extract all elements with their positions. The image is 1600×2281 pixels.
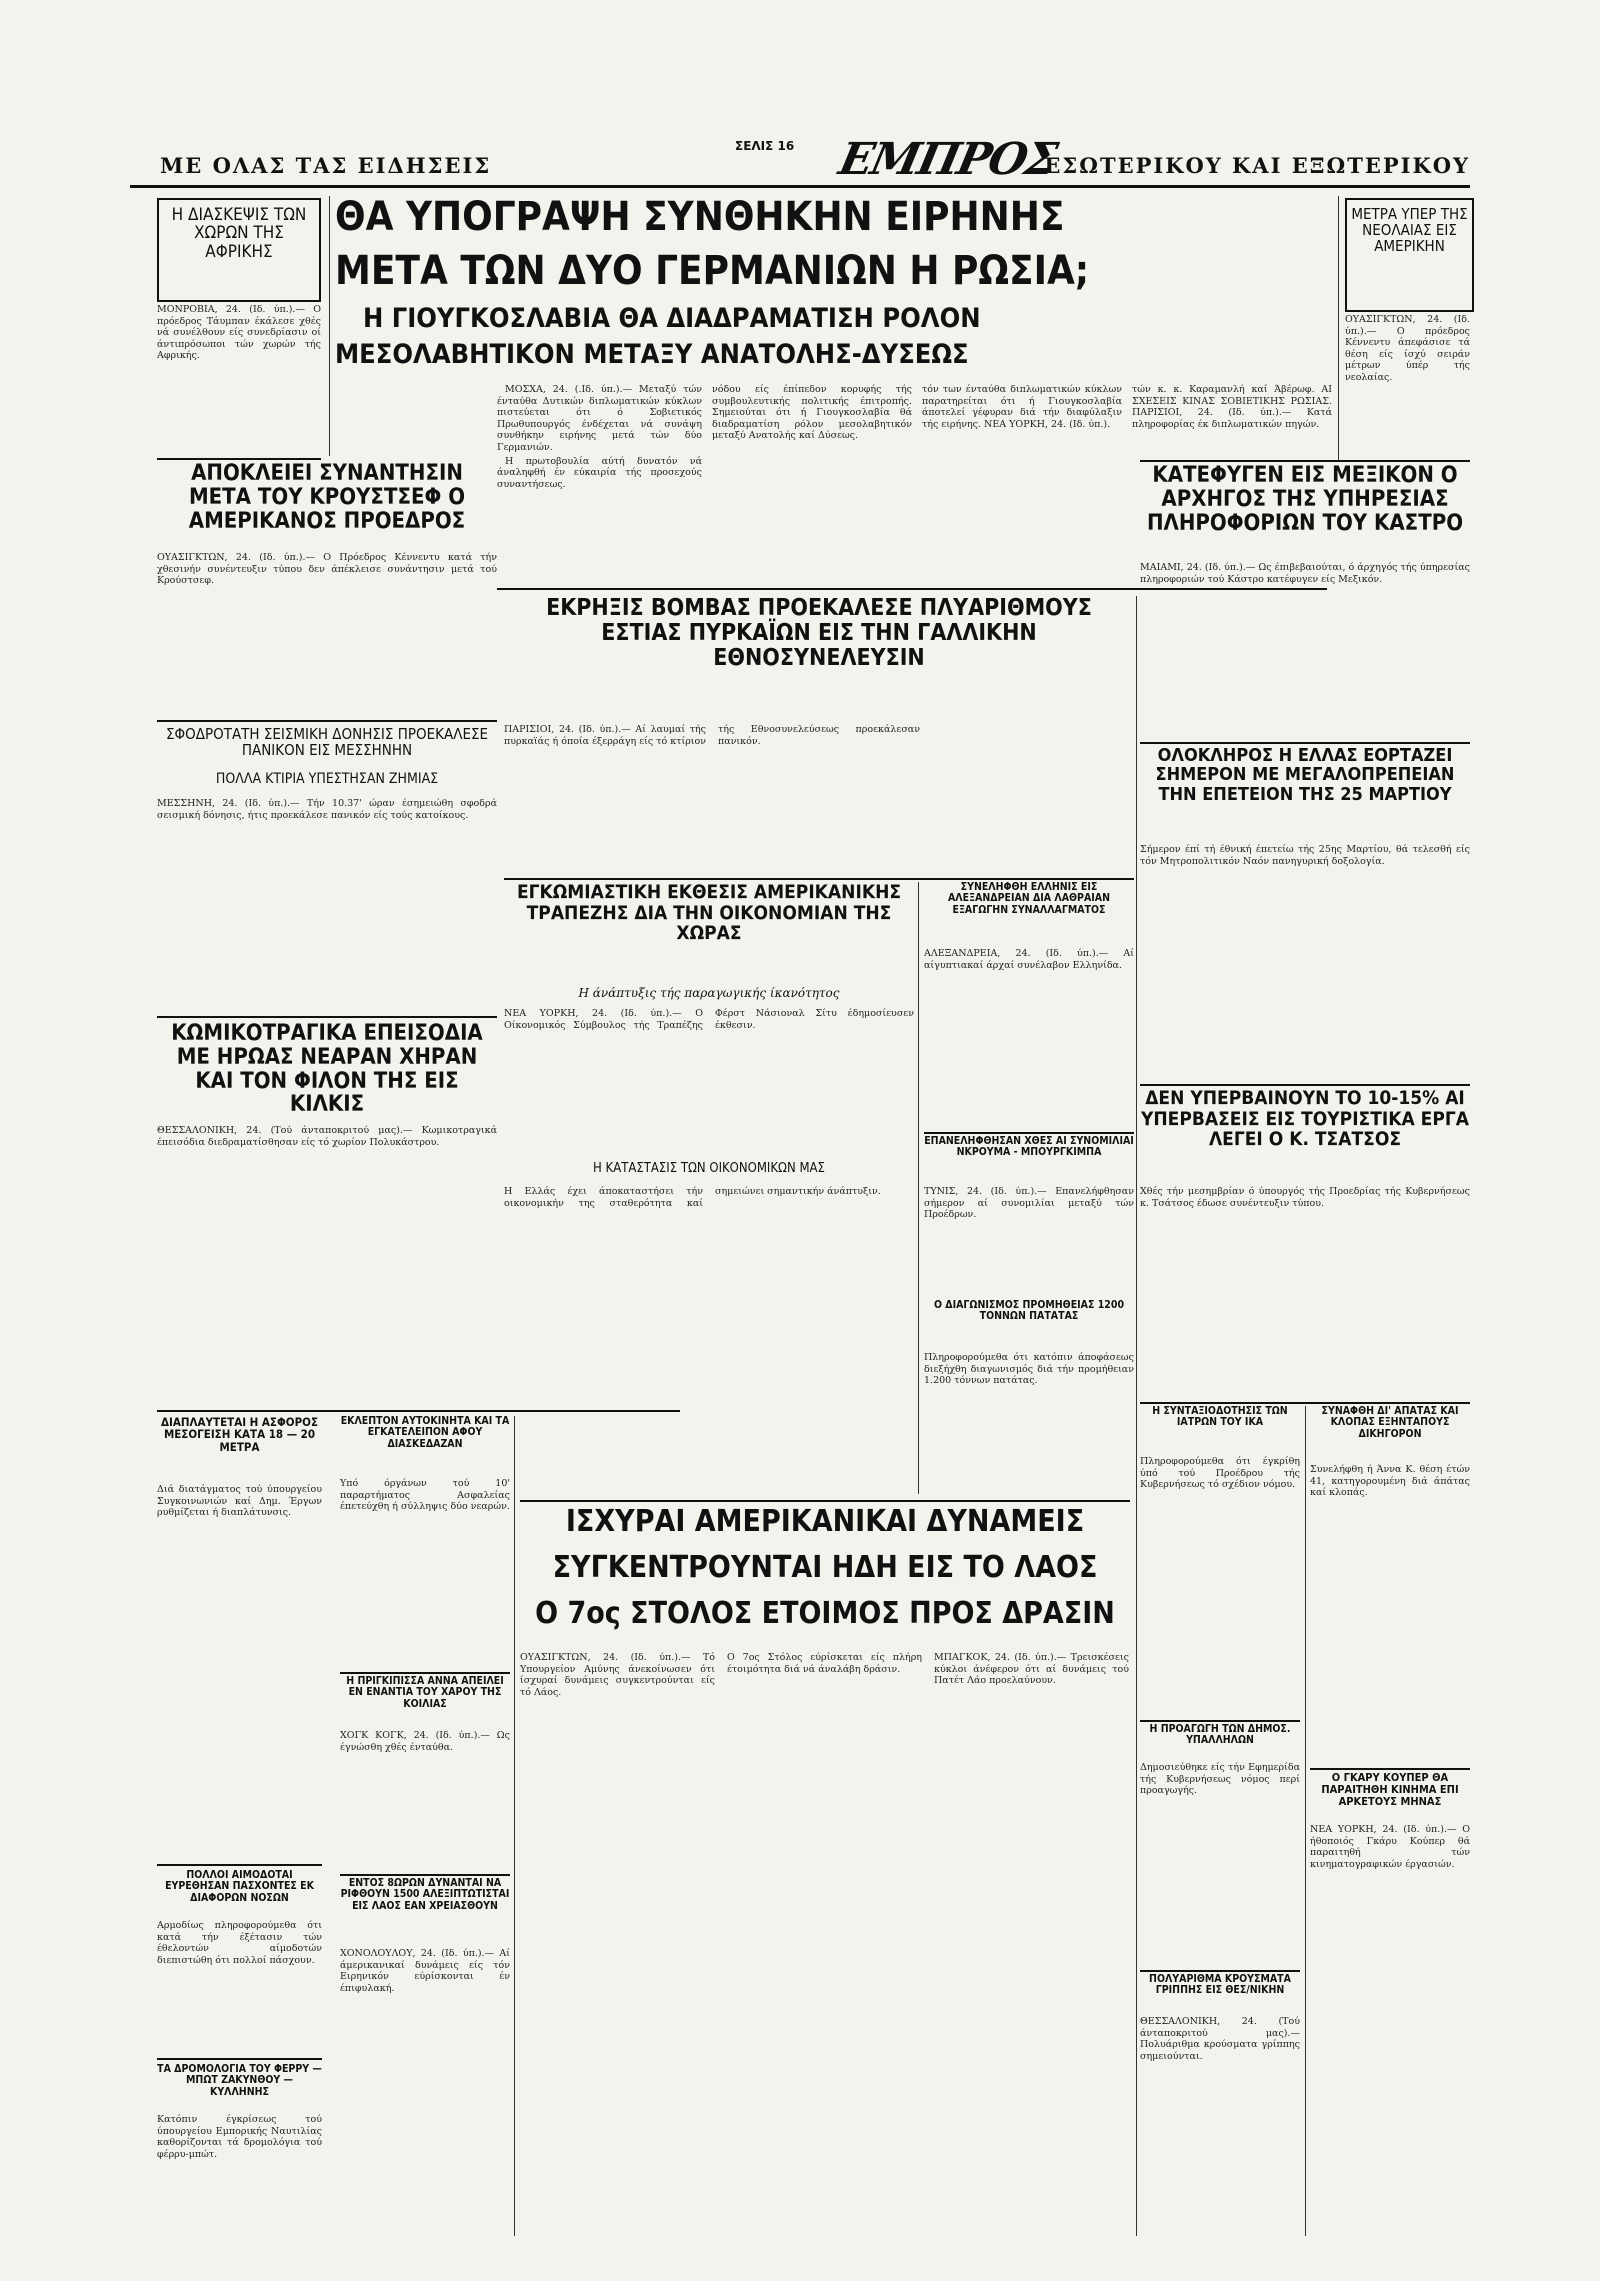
right-headline-2: ΟΛΟΚΛΗΡΟΣ Η ΕΛΛΑΣ ΕΟΡΤΑΖΕΙ ΣΗΜΕΡΟΝ ΜΕ ΜΕΓΑΛΟΠΡΕΠΕΙΑΝ ΤΗΝ ΕΠΕΤΕΙΟΝ ΤΗΣ 25 ΜΑΡΤΙΟΥ	[1155, 746, 1455, 805]
divider	[157, 458, 321, 460]
right-headline-7: ΠΟΛΥΑΡΙΘΜΑ ΚΡΟΥΣΜΑΤΑ ΓΡΙΠΠΗΣ ΕΙΣ ΘΕΣ/ΝΙΚΗΝ	[1149, 1974, 1291, 1997]
center-article-8: ΧΟΝΟΛΟΥΛΟΥ, 24. (Ιδ. ύπ.).— Αί άμερικανικαί δυνάμεις είς τόν Ειρηνικόν εύρίσκονται έν έπιφυλακή.	[340, 1948, 510, 1994]
center-article-3: ΑΛΕΞΑΝΔΡΕΙΑ, 24. (Ιδ. ύπ.).— Αί αίγυπτιακαί άρχαί συνέλαβον Ελληνίδα.	[924, 948, 1134, 971]
left-article-6: Κατόπιν έγκρίσεως τού ύπουργείου Εμπορικής Ναυτιλίας καθορίζονται τά δρομολόγια τού φέρρυ-μπώτ.	[157, 2114, 322, 2160]
main-subhead-1: Η ΓΙΟΥΓΚΟΣΛΑΒΙΑ ΘΑ ΔΙΑΔΡΑΜΑΤΙΣΗ ΡΟΛΟΝ	[363, 304, 981, 334]
center-article-4: ΤΥΝΙΣ, 24. (Ιδ. ύπ.).— Επανελήφθησαν σήμερον αί συνομιλίαι μεταξύ τών Προέδρων.	[924, 1186, 1134, 1221]
divider	[1140, 1970, 1300, 1972]
main-headline-line-2: ΜΕΤΑ ΤΩΝ ΔΥΟ ΓΕΡΜΑΝΙΩΝ Η ΡΩΣΙΑ;	[335, 250, 1090, 294]
center-headline-1: ΕΚΡΗΞΙΣ ΒΟΜΒΑΣ ΠΡΟΕΚΑΛΕΣΕ ΠΛΥΑΡΙΘΜΟΥΣ ΕΣΤΙΑΣ ΠΥΡΚΑΪΩΝ ΕΙΣ ΤΗΝ ΓΑΛΛΙΚΗΝ ΕΘΝΟΣΥΝΕΛΕΥΣΙΝ	[546, 596, 1092, 671]
divider	[1140, 742, 1470, 744]
right-article-1: ΜΑΙΑΜΙ, 24. (Ιδ. ύπ.).— Ως έπιβεβαιούται, ό άρχηγός τής ύπηρεσίας πληροφοριών τού Κάστρο κατέφυγεν είς Μεξικόν.	[1140, 562, 1470, 585]
right-headline-4: Η ΣΥΝΤΑΞΙΟΔΟΤΗΣΙΣ ΤΩΝ ΙΑΤΡΩΝ ΤΟΥ ΙΚΑ	[1152, 1406, 1288, 1429]
center-article-7: ΧΟΓΚ ΚΟΓΚ, 24. (Ιδ. ύπ.).— Ως έγνώσθη χθές ένταύθα.	[340, 1730, 510, 1753]
right-box-body: ΟΥΑΣΙΓΚΤΩΝ, 24. (Ιδ. ύπ.).— Ο πρόεδρος Κέννεντυ άπεφάσισε τά θέση είς ίσχύ σειράν μέτρων ύπέρ τής νεολαίας.	[1345, 314, 1470, 383]
page-number: ΣΕΛΙΣ 16	[735, 139, 795, 153]
divider	[340, 1874, 510, 1876]
main-article-col-2: νόδου είς έπίπεδον κορυφής τής συμβουλευτικής πολιτικής έπιτροπής. Σημειούται ότι ή Γιουγκοσλαβία θά διαδραματίση ρόλον μεσολαβητικόν μεταξύ Ανατολής καί Δύσεως.	[712, 384, 912, 442]
center-article-1: ΠΑΡΙΣΙΟΙ, 24. (Ιδ. ύπ.).— Αί λαυμαί τής πυρκαϊάς ή όποία έξερράγη είς τό κτίριον τής Εθνοσυνελεύσεως προεκάλεσαν πανικόν.	[504, 724, 920, 747]
left-headline-2: ΣΦΟΔΡΟΤΑΤΗ ΣΕΙΣΜΙΚΗ ΔΟΝΗΣΙΣ ΠΡΟΕΚΑΛΕΣΕ ΠΑΝΙΚΟΝ ΕΙΣ ΜΕΣΣΗΝΗΝ	[165, 726, 489, 760]
column-separator	[1338, 196, 1339, 460]
column-separator	[329, 196, 330, 456]
divider	[520, 1500, 1130, 1502]
center-headline-5: Ο ΔΙΑΓΩΝΙΣΜΟΣ ΠΡΟΜΗΘΕΙΑΣ 1200 ΤΟΝΝΩΝ ΠΑΤΑΤΑΣ	[933, 1300, 1125, 1323]
bottom-headline-1: ΙΣΧΥΡΑΙ ΑΜΕΡΙΚΑΝΙΚΑΙ ΔΥΝΑΜΕΙΣ	[565, 1506, 1085, 1539]
right-article-5: Συνελήφθη ή Άννα Κ. θέση έτών 41, κατηγορουμένη διά άπάτας καί κλοπάς.	[1310, 1464, 1470, 1499]
divider	[1310, 1768, 1470, 1770]
column-separator	[1136, 596, 1137, 2236]
left-article-4: Διά διατάγματος τού ύπουργείου Συγκοινωνιών καί Δημ. Έργων ρυθμίζεται ή διαπλάτυνσις.	[157, 1484, 322, 1519]
bottom-article-col-2: Ο 7ος Στόλος εύρίσκεται είς πλήρη έτοιμότητα διά νά άναλάβη δράσιν.	[727, 1652, 922, 1675]
right-article-8: ΝΕΑ ΥΟΡΚΗ, 24. (Ιδ. ύπ.).— Ο ήθοποιός Γκάρυ Κούπερ θά παραιτηθή τών κινηματογραφικών έργασιών.	[1310, 1824, 1470, 1870]
divider	[924, 1132, 1134, 1134]
masthead-rule	[130, 185, 1470, 188]
main-article-para-1: ΜΟΣΧΑ, 24. (.Ιδ. ύπ.).— Μεταξύ τών ένταύθα Δυτικών διπλωματικών κύκλων πιστεύεται ότι ό Σοβιετικός Πρωθυπουργός ένδέχεται νά συνάψη συνθήκην ειρήνης μετά τών δύο Γερμανιών.	[497, 384, 702, 453]
left-article-1: ΟΥΑΣΙΓΚΤΩΝ, 24. (Ιδ. ύπ.).— Ο Πρόεδρος Κέννεντυ κατά τήν χθεσινήν συνέντευξιν τύπου δεν άπέκλεισε συνάντησιν μετά τού Κρούστσεφ.	[157, 552, 497, 587]
right-article-4: Πληροφορούμεθα ότι έγκρίθη ύπό τού Προέδρου τής Κυβερνήσεως τό σχέδιον νόμου.	[1140, 1456, 1300, 1491]
divider	[157, 1016, 497, 1018]
bottom-article-col-1: ΟΥΑΣΙΓΚΤΩΝ, 24. (Ιδ. ύπ.).— Τό Υπουργείον Αμύνης άνεκοίνωσεν ότι ίσχυραί δυνάμεις συγκεντρούνται είς τό Λάος.	[520, 1652, 715, 1698]
main-article-col-4: τών κ. κ. Καραμανλή καί Άβέρωφ. ΑΙ ΣΧΕΣΕΙΣ ΚΙΝΑΣ ΣΟΒΙΕΤΙΚΗΣ ΡΩΣΙΑΣ. ΠΑΡΙΣΙΟΙ, 24. (Ιδ. ύπ.).— Κατά πληροφορίας έκ διπλωματικών πηγών.	[1132, 384, 1332, 430]
column-separator	[1305, 1406, 1306, 2236]
center-headline-2: ΕΓΚΩΜΙΑΣΤΙΚΗ ΕΚΘΕΣΙΣ ΑΜΕΡΙΚΑΝΙΚΗΣ ΤΡΑΠΕΖΗΣ ΔΙΑ ΤΗΝ ΟΙΚΟΝΟΜΙΑΝ ΤΗΣ ΧΩΡΑΣ	[516, 882, 902, 945]
divider	[157, 1864, 322, 1866]
left-subhead-2: ΠΟΛΛΑ ΚΤΙΡΙΑ ΥΠΕΣΤΗΣΑΝ ΖΗΜΙΑΣ	[215, 772, 439, 787]
main-headline-line-1: ΘΑ ΥΠΟΓΡΑΨΗ ΣΥΝΘΗΚΗΝ ΕΙΡΗΝΗΣ	[335, 196, 1065, 240]
newspaper-logo: ΕΜΠΡΟΣ	[834, 134, 1060, 185]
center-article-5: Πληροφορούμεθα ότι κατόπιν άποφάσεως διεξήχθη διαγωνισμός διά τήν προμήθειαν 1.200 τόννων πατάτας.	[924, 1352, 1134, 1387]
divider	[157, 720, 497, 722]
center-article-2: ΝΕΑ ΥΟΡΚΗ, 24. (Ιδ. ύπ.).— Ο Οίκονομικός Σύμβουλος τής Τραπέζης Φέρστ Νάσιοναλ Σίτυ έδημοσίευσεν έκθεσιν.	[504, 1008, 914, 1031]
right-headline-8: Ο ΓΚΑΡΥ ΚΟΥΠΕΡ ΘΑ ΠΑΡΑΙΤΗΘΗ ΚΙΝΗΜΑ ΕΠΙ ΑΡΚΕΤΟΥΣ ΜΗΝΑΣ	[1321, 1772, 1459, 1808]
left-headline-3: ΚΩΜΙΚΟΤΡΑΓΙΚΑ ΕΠΕΙΣΟΔΙΑ ΜΕ ΗΡΩΑΣ ΝΕΑΡΑΝ ΧΗΡΑΝ ΚΑΙ ΤΟΝ ΦΙΛΟΝ ΤΗΣ ΕΙΣ ΚΙΛΚΙΣ	[171, 1022, 483, 1118]
left-headline-5: ΠΟΛΛΟΙ ΑΙΜΟΔΟΤΑΙ ΕΥΡΕΘΗΣΑΝ ΠΑΣΧΟΝΤΕΣ ΕΚ ΔΙΑΦΟΡΩΝ ΝΟΣΩΝ	[165, 1870, 314, 1904]
masthead	[130, 135, 1470, 187]
column-separator	[918, 882, 919, 1494]
divider	[340, 1672, 510, 1674]
center-article-2b: Η Ελλάς έχει άποκαταστήσει τήν οικονομικήν της σταθερότητα καί σημειώνει σημαντικήν άνάπτυξιν.	[504, 1186, 881, 1209]
right-article-7: ΘΕΣΣΑΛΟΝΙΚΗ, 24. (Τού άνταποκριτού μας).— Πολυάριθμα κρούσματα γρίππης σημειούνται.	[1140, 2016, 1300, 2062]
bottom-headline-2: ΣΥΓΚΕΝΤΡΟΥΝΤΑΙ ΗΔΗ ΕΙΣ ΤΟ ΛΑΟΣ	[552, 1552, 1098, 1585]
bottom-article-col-3: ΜΠΑΓΚΟΚ, 24. (Ιδ. ύπ.).— Τρεισκέσεις κύκλοι άνέφερον ότι αί δυνάμεις τού Πατέτ Λάο προελαύνουν.	[934, 1652, 1129, 1687]
divider	[1140, 1084, 1470, 1086]
left-article-5: Αρμοδίως πληροφορούμεθα ότι κατά τήν έξέτασιν τών έθελοντών αίμοδοτών διεπιστώθη ότι πολλοί πάσχουν.	[157, 1920, 322, 1966]
masthead-right-section: ΕΣΩΤΕΡΙΚΟΥ ΚΑΙ ΕΞΩΤΕΡΙΚΟΥ	[1044, 153, 1470, 178]
center-headline-8: ΕΝΤΟΣ 8ΩΡΩΝ ΔΥΝΑΝΤΑΙ ΝΑ ΡΙΦΘΟΥΝ 1500 ΑΛΕΞΙΠΤΩΤΙΣΤΑΙ ΕΙΣ ΛΑΟΣ ΕΑΝ ΧΡΕΙΑΣΘΟΥΝ	[340, 1878, 510, 1912]
divider	[1140, 1720, 1300, 1722]
left-headline-1: ΑΠΟΚΛΕΙΕΙ ΣΥΝΑΝΤΗΣΙΝ ΜΕΤΑ ΤΟΥ ΚΡΟΥΣΤΣΕΦ Ο ΑΜΕΡΙΚΑΝΟΣ ΠΡΟΕΔΡΟΣ	[188, 462, 466, 534]
divider	[1140, 1402, 1470, 1404]
left-box-body: ΜΟΝΡΟΒΙΑ, 24. (Ιδ. ύπ.).— Ο πρόεδρος Τάυμπαν έκάλεσε χθές νά συνέλθουν είς συνεδρίασιν οί άντιπρόσωποι τών χωρών τής Αφρικής.	[157, 304, 321, 362]
column-separator	[514, 1416, 515, 2236]
center-headline-4: ΕΠΑΝΕΛΗΦΘΗΣΑΝ ΧΘΕΣ ΑΙ ΣΥΝΟΜΙΛΙΑΙ ΝΚΡΟΥΜΑ - ΜΠΟΥΡΓΚΙΜΠΑ	[924, 1136, 1134, 1159]
right-headline-1: ΚΑΤΕΦΥΓΕΝ ΕΙΣ ΜΕΞΙΚΟΝ Ο ΑΡΧΗΓΟΣ ΤΗΣ ΥΠΗΡΕΣΙΑΣ ΠΛΗΡΟΦΟΡΙΩΝ ΤΟΥ ΚΑΣΤΡΟ	[1146, 464, 1464, 536]
right-box-title: ΜΕΤΡΑ ΥΠΕΡ ΤΗΣ ΝΕΟΛΑΙΑΣ ΕΙΣ ΑΜΕΡΙΚΗΝ	[1351, 205, 1468, 256]
divider	[1140, 460, 1470, 462]
left-article-2: ΜΕΣΣΗΝΗ, 24. (Ιδ. ύπ.).— Τήν 10.37' ώραν έσημειώθη σφοδρά σεισμική δόνησις, ήτις προεκάλεσε πανικόν είς τούς κατοίκους.	[157, 798, 497, 821]
main-article-para-2: Η πρωτοβουλία αύτή δυνατόν νά άναληφθή έν εύκαιρία τής προσεχούς συναντήσεως.	[497, 455, 702, 490]
center-article-6: Υπό όργάνων τού 10' παραρτήματος Ασφαλείας έπετεύχθη ή σύλληψις δύο νεαρών.	[340, 1478, 510, 1513]
right-article-2: Σήμερον έπί τή έθνική έπετείω τής 25ης Μαρτίου, θά τελεσθή είς τόν Μητροπολιτικόν Ναόν πανηγυρική δοξολογία.	[1140, 844, 1470, 867]
left-headline-4: ΔΙΑΠΛΑΥΤΕΤΑΙ Η ΑΣΦΟΡΟΣ ΜΕΣΟΓΕΙΣΗ ΚΑΤΑ 18 — 20 ΜΕΤΡΑ	[160, 1416, 319, 1454]
center-subhead-2b: Η ΚΑΤΑΣΤΑΣΙΣ ΤΩΝ ΟΙΚΟΝΟΜΙΚΩΝ ΜΑΣ	[593, 1162, 825, 1176]
masthead-left-slogan: ΜΕ ΟΛΑΣ ΤΑΣ ΕΙΔΗΣΕΙΣ	[160, 153, 492, 178]
right-headline-6: Η ΠΡΟΑΓΩΓΗ ΤΩΝ ΔΗΜΟΣ. ΥΠΑΛΛΗΛΩΝ	[1149, 1724, 1291, 1747]
main-article-col-3: τόν των ένταύθα διπλωματικών κύκλων παρατηρείται ότι ή Γιουγκοσλαβία άποτελεί γέφυραν διά τήν διαφύλαξιν τής ειρήνης. ΝΕΑ ΥΟΡΚΗ, 24. (Ιδ. ύπ.).	[922, 384, 1122, 430]
divider	[157, 2058, 322, 2060]
bottom-headline-3: Ο 7ος ΣΤΟΛΟΣ ΕΤΟΙΜΟΣ ΠΡΟΣ ΔΡΑΣΙΝ	[535, 1598, 1115, 1631]
divider	[504, 878, 1134, 880]
main-article-col-1	[497, 384, 702, 584]
right-article-6: Δημοσιεύθηκε είς τήν Εφημερίδα τής Κυβερνήσεως νόμος περί προαγωγής.	[1140, 1762, 1300, 1797]
left-headline-6: ΤΑ ΔΡΟΜΟΛΟΓΙΑ ΤΟΥ ΦΕΡΡΥ — ΜΠΩΤ ΖΑΚΥΝΘΟΥ — ΚΥΛΛΗΝΗΣ	[157, 2064, 322, 2098]
left-box-title: Η ΔΙΑΣΚΕΨΙΣ ΤΩΝ ΧΩΡΩΝ ΤΗΣ ΑΦΡΙΚΗΣ	[171, 205, 307, 262]
center-headline-6: ΕΚΛΕΠΤΟΝ ΑΥΤΟΚΙΝΗΤΑ ΚΑΙ ΤΑ ΕΓΚΑΤΕΛΕΙΠΟΝ ΑΦΟΥ ΔΙΑΣΚΕΔΑΖΑΝ	[340, 1416, 510, 1450]
right-article-3: Χθές τήν μεσημβρίαν ό ύπουργός τής Προεδρίας τής Κυβερνήσεως κ. Τσάτσος έδωσε συνέντευξιν τύπου.	[1140, 1186, 1470, 1209]
center-headline-3: ΣΥΝΕΛΗΦΘΗ ΕΛΛΗΝΙΣ ΕΙΣ ΑΛΕΞΑΝΔΡΕΙΑΝ ΔΙΑ ΛΑΘΡΑΙΑΝ ΕΞΑΓΩΓΗΝ ΣΥΝΑΛΛΑΓΜΑΤΟΣ	[948, 882, 1110, 916]
left-box	[157, 198, 321, 302]
right-box	[1345, 198, 1474, 312]
main-subhead-2: ΜΕΣΟΛΑΒΗΤΙΚΟΝ ΜΕΤΑΞΥ ΑΝΑΤΟΛΗΣ-ΔΥΣΕΩΣ	[335, 340, 969, 370]
divider	[340, 1410, 680, 1412]
right-headline-5: ΣΥΝΑΦΘΗ ΔΙ' ΑΠΑΤΑΣ ΚΑΙ ΚΛΟΠΑΣ ΕΞΗΝΤΑΠΟΥΣ ΔΙΚΗΓΟΡΟΝ	[1321, 1406, 1459, 1440]
left-article-3: ΘΕΣΣΑΛΟΝΙΚΗ, 24. (Τού άνταποκριτού μας).— Κωμικοτραγικά έπεισόδια διεδραματίσθησαν είς τό χωρίον Πολυκάστρου.	[157, 1125, 497, 1148]
right-headline-3: ΔΕΝ ΥΠΕΡΒΑΙΝΟΥΝ ΤΟ 10-15% ΑΙ ΥΠΕΡΒΑΣΕΙΣ ΕΙΣ ΤΟΥΡΙΣΤΙΚΑ ΕΡΓΑ ΛΕΓΕΙ Ο Κ. ΤΣΑΤΣΟΣ	[1140, 1088, 1470, 1151]
center-subhead-2: Η άνάπτυξις τής παραγωγικής ίκανότητος	[578, 986, 840, 1000]
center-headline-7: Η ΠΡΙΓΚΙΠΙΣΣΑ ΑΝΝΑ ΑΠΕΙΛΕΙ ΕΝ ΕΝΑΝΤΙΑ ΤΟΥ ΧΑΡΟΥ ΤΗΣ ΚΟΙΛΙΑΣ	[346, 1676, 504, 1710]
